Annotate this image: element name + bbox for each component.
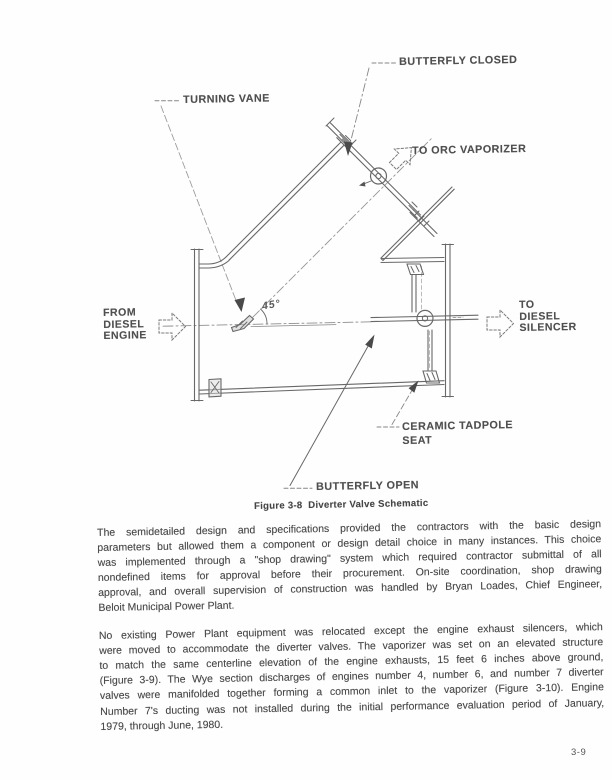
label-line: SEAT xyxy=(402,434,433,447)
text-line: approval, and overall supervision of construction was handled by Bryan Loades, Chief Engineer, xyxy=(98,578,603,600)
label-line: SILENCER xyxy=(519,321,577,335)
text-line: Number 7's ducting was not installed during the initial performance evaluation period of January, xyxy=(100,696,605,718)
label-butterfly-closed: BUTTERFLY CLOSED xyxy=(399,53,518,68)
label-turning-vane: TURNING VANE xyxy=(183,92,270,106)
branch-centerline xyxy=(253,138,432,317)
branch-seat xyxy=(410,210,437,237)
text-line: was implemented through a "shop drawing" system which required contractor submittal of all xyxy=(97,548,602,570)
branch-wall-left xyxy=(226,142,344,260)
figure-caption: Figure 3-8 Diverter Valve Schematic xyxy=(254,497,429,512)
label-line: TO xyxy=(518,298,535,311)
upper-seat-block xyxy=(407,264,424,275)
label-line: CERAMIC TADPOLE xyxy=(402,419,514,433)
to-silencer-arrow-icon xyxy=(487,310,514,337)
upper-inner-wall xyxy=(412,275,416,312)
text-line: The semidetailed design and specifications provided the contractors with the basic design xyxy=(97,518,602,539)
text-line: No existing Power Plant equipment was relocated except the engine exhaust silencers, which xyxy=(98,621,603,643)
branch-valve-pivot xyxy=(371,168,387,184)
branch-wall-right xyxy=(381,187,454,260)
label-45-degrees: 45° xyxy=(261,297,282,313)
flow-arrows xyxy=(159,148,514,340)
label-line: FROM xyxy=(102,306,137,319)
paragraph-1 xyxy=(97,517,602,616)
outlet-flange xyxy=(442,244,463,397)
label-line: DIESEL xyxy=(103,317,145,331)
page-number: 3-9 xyxy=(571,747,587,758)
text-line: Beloit Municipal Power Plant. xyxy=(98,599,235,615)
label-from-diesel-engine xyxy=(103,307,147,343)
body-text xyxy=(97,517,605,747)
label-to-orc-vaporizer: TO ORC VAPORIZER xyxy=(412,143,527,157)
label-line: DIESEL xyxy=(519,309,561,323)
to-orc-arrow-icon xyxy=(390,148,412,170)
label-to-diesel-silencer xyxy=(519,299,577,335)
butterfly-open-disc xyxy=(371,310,478,326)
label-ceramic-tadpole-seat xyxy=(402,418,513,448)
text-line: 1979, through June, 1980. xyxy=(100,718,224,733)
text-line: (Figure 3-9). The Wye section discharges of engines number 4, number 6, and number 7 diverter xyxy=(99,666,604,688)
text-line: were moved to accommodate the diverter valves. The vaporizer was set on an elevated structure xyxy=(99,636,604,658)
text-line: parameters but allowed them a component or design detail choice in many instances. This choice xyxy=(97,533,602,555)
bottom-wall xyxy=(200,381,445,394)
text-line: nondefined items for approval before their procurement. On-site coordination, shop drawing xyxy=(97,563,602,585)
outlet-top-wall xyxy=(381,258,444,263)
main-valve-pivot xyxy=(417,310,433,326)
label-butterfly-open: BUTTERFLY OPEN xyxy=(316,479,420,493)
duct-top-fillet xyxy=(199,257,229,268)
bottom-bracket xyxy=(209,379,221,397)
vane-baseline xyxy=(251,325,336,327)
turning-vane-shape xyxy=(232,316,254,332)
lower-inner-wall xyxy=(428,330,432,371)
text-line: to match the same centerline elevation of the engine exhausts, 15 feet 6 inches above ground, xyxy=(99,651,604,673)
label-line: ENGINE xyxy=(103,329,147,343)
text-line: valves were manifolded together forming a common inlet to the vaporizer (Figure 3-10). Engine xyxy=(99,681,605,703)
paragraph-2 xyxy=(99,620,605,734)
